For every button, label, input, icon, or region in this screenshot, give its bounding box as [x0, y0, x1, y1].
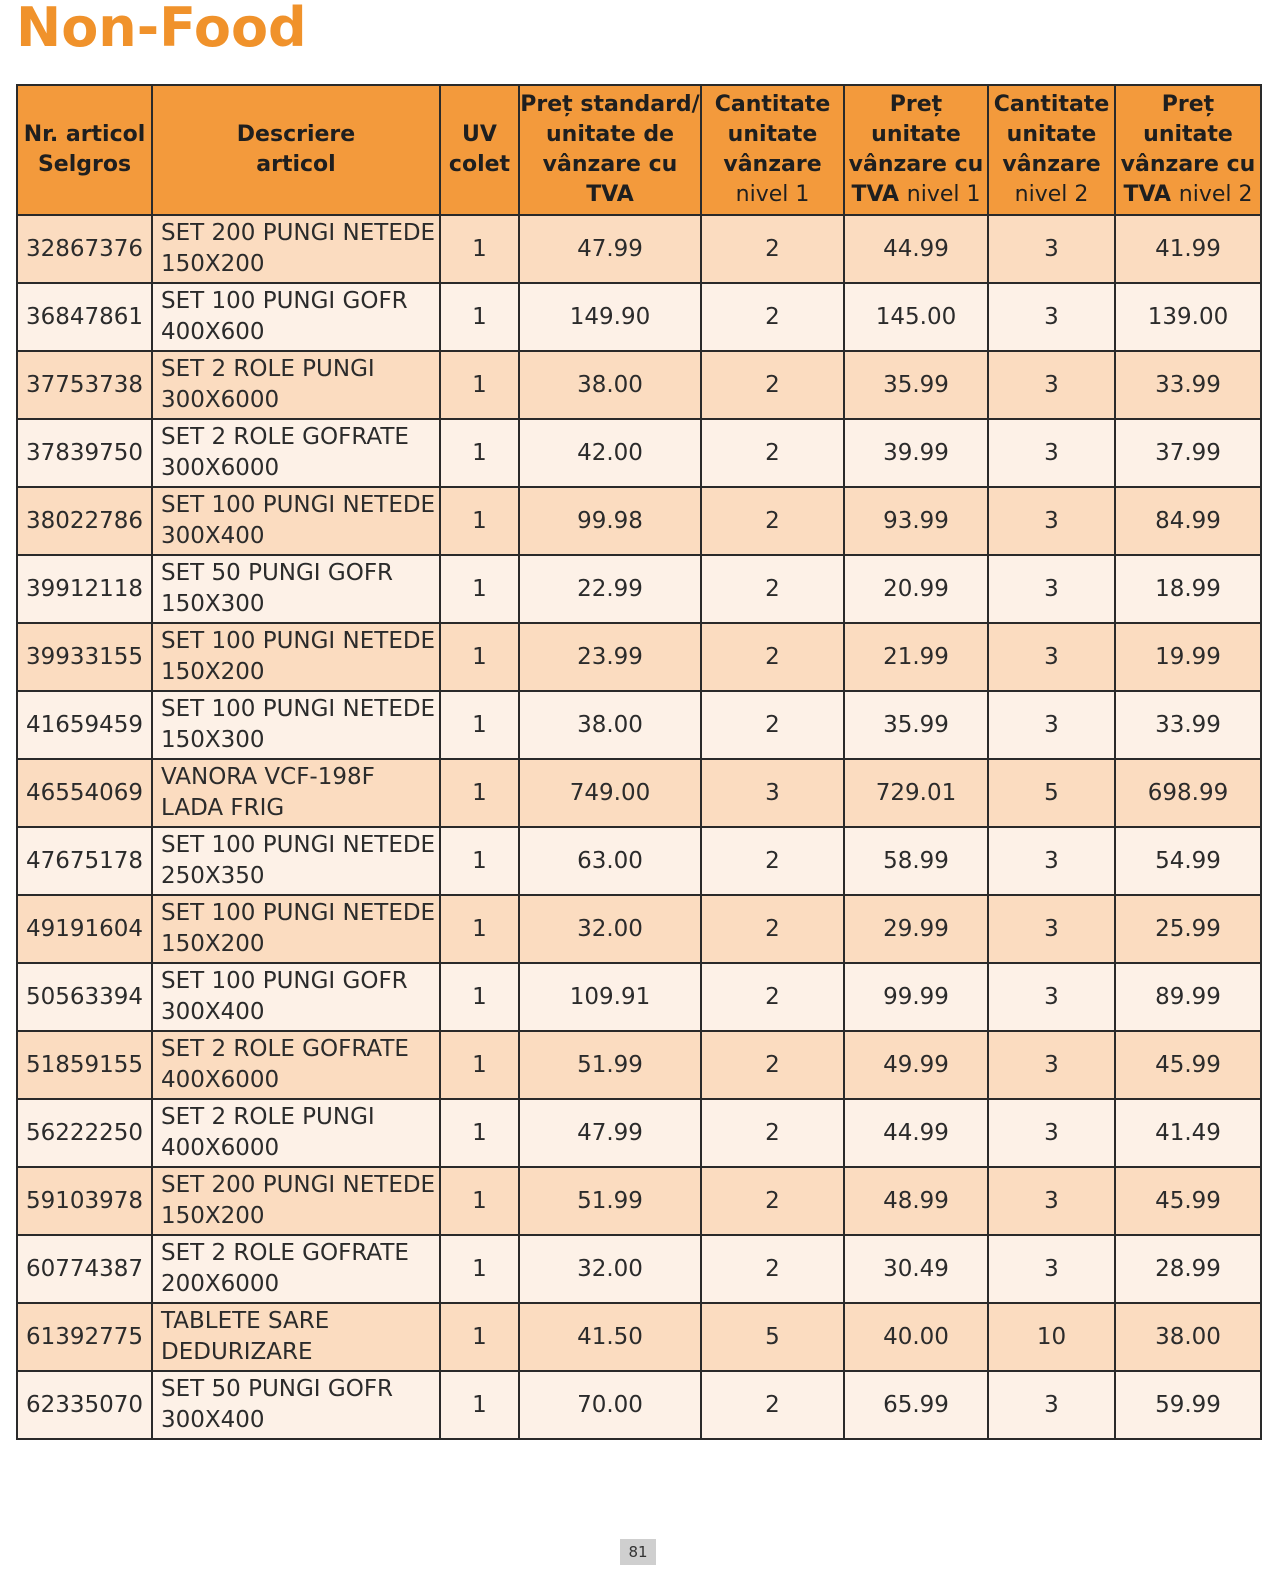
table-row — [17, 1235, 1261, 1303]
standard-price-cell: 32.00 — [519, 1235, 701, 1303]
quantity-level-2-cell: 3 — [988, 895, 1115, 963]
standard-price-cell: 22.99 — [519, 555, 701, 623]
description-line-1: SET 2 ROLE GOFRATE — [161, 424, 409, 450]
description-cell — [152, 963, 440, 1031]
description-cell — [152, 759, 440, 827]
description-line-1: SET 200 PUNGI NETEDE — [161, 220, 436, 246]
price-level-1-cell: 35.99 — [844, 691, 988, 759]
standard-price-cell: 41.50 — [519, 1303, 701, 1371]
description-line-1: SET 100 PUNGI NETEDE — [161, 832, 436, 858]
uv-colet-cell: 1 — [440, 827, 519, 895]
article-number-cell: 37839750 — [17, 419, 152, 487]
uv-colet-cell: 1 — [440, 215, 519, 283]
article-number-cell: 50563394 — [17, 963, 152, 1031]
price-level-2-cell: 698.99 — [1115, 759, 1261, 827]
uv-colet-cell: 1 — [440, 759, 519, 827]
price-level-2-cell: 37.99 — [1115, 419, 1261, 487]
price-level-2-cell: 45.99 — [1115, 1031, 1261, 1099]
description-line-1: SET 100 PUNGI GOFR — [161, 288, 408, 314]
description-line-2: 300X6000 — [161, 387, 280, 413]
article-number-cell: 49191604 — [17, 895, 152, 963]
article-number-cell: 32867376 — [17, 215, 152, 283]
header-nr-articol: Nr. articol Selgros — [17, 85, 152, 215]
description-cell — [152, 895, 440, 963]
table-body — [17, 215, 1261, 1439]
uv-colet-cell: 1 — [440, 1371, 519, 1439]
quantity-level-2-cell: 3 — [988, 1235, 1115, 1303]
description-line-1: SET 2 ROLE PUNGI — [161, 1104, 375, 1130]
table-row — [17, 419, 1261, 487]
quantity-level-1-cell: 2 — [701, 895, 844, 963]
standard-price-cell: 38.00 — [519, 691, 701, 759]
description-line-2: DEDURIZARE — [161, 1339, 313, 1365]
price-level-2-cell: 33.99 — [1115, 691, 1261, 759]
table-row — [17, 963, 1261, 1031]
price-level-2-cell: 84.99 — [1115, 487, 1261, 555]
description-line-1: SET 50 PUNGI GOFR — [161, 560, 394, 586]
description-line-2: 300X6000 — [161, 455, 280, 481]
description-line-2: 200X6000 — [161, 1271, 280, 1297]
price-level-1-cell: 145.00 — [844, 283, 988, 351]
table-row — [17, 555, 1261, 623]
price-level-2-cell: 25.99 — [1115, 895, 1261, 963]
uv-colet-cell: 1 — [440, 963, 519, 1031]
table-row — [17, 1099, 1261, 1167]
price-level-1-cell: 65.99 — [844, 1371, 988, 1439]
quantity-level-1-cell: 2 — [701, 1371, 844, 1439]
description-cell — [152, 623, 440, 691]
header-pret-nivel-1: Preț unitate vânzare cu TVA nivel 1 — [844, 85, 988, 215]
price-level-1-cell: 40.00 — [844, 1303, 988, 1371]
article-number-cell: 56222250 — [17, 1099, 152, 1167]
price-level-2-cell: 41.99 — [1115, 215, 1261, 283]
description-cell — [152, 691, 440, 759]
quantity-level-1-cell: 2 — [701, 419, 844, 487]
description-cell — [152, 555, 440, 623]
standard-price-cell: 749.00 — [519, 759, 701, 827]
price-level-1-cell: 49.99 — [844, 1031, 988, 1099]
quantity-level-2-cell: 3 — [988, 215, 1115, 283]
price-level-2-cell: 19.99 — [1115, 623, 1261, 691]
price-level-1-cell: 35.99 — [844, 351, 988, 419]
price-level-2-cell: 18.99 — [1115, 555, 1261, 623]
article-number-cell: 59103978 — [17, 1167, 152, 1235]
table-row — [17, 623, 1261, 691]
description-cell — [152, 1099, 440, 1167]
description-line-2: 400X6000 — [161, 1135, 280, 1161]
article-number-cell: 39933155 — [17, 623, 152, 691]
quantity-level-2-cell: 3 — [988, 1371, 1115, 1439]
description-line-1: SET 100 PUNGI NETEDE — [161, 628, 436, 654]
table-row — [17, 487, 1261, 555]
quantity-level-1-cell: 5 — [701, 1303, 844, 1371]
quantity-level-1-cell: 2 — [701, 215, 844, 283]
description-line-1: SET 2 ROLE PUNGI — [161, 356, 375, 382]
uv-colet-cell: 1 — [440, 487, 519, 555]
uv-colet-cell: 1 — [440, 555, 519, 623]
article-number-cell: 37753738 — [17, 351, 152, 419]
price-level-1-cell: 93.99 — [844, 487, 988, 555]
uv-colet-cell: 1 — [440, 1303, 519, 1371]
quantity-level-2-cell: 3 — [988, 623, 1115, 691]
standard-price-cell: 51.99 — [519, 1031, 701, 1099]
article-number-cell: 47675178 — [17, 827, 152, 895]
quantity-level-2-cell: 3 — [988, 283, 1115, 351]
uv-colet-cell: 1 — [440, 1031, 519, 1099]
description-line-1: VANORA VCF-198F — [161, 764, 375, 790]
quantity-level-1-cell: 2 — [701, 1031, 844, 1099]
price-level-1-cell: 21.99 — [844, 623, 988, 691]
article-number-cell: 46554069 — [17, 759, 152, 827]
standard-price-cell: 51.99 — [519, 1167, 701, 1235]
description-cell — [152, 1031, 440, 1099]
header-cantitate-nivel-2: Cantitate unitate vânzare nivel 2 — [988, 85, 1115, 215]
quantity-level-2-cell: 3 — [988, 691, 1115, 759]
uv-colet-cell: 1 — [440, 691, 519, 759]
quantity-level-1-cell: 2 — [701, 487, 844, 555]
article-number-cell: 62335070 — [17, 1371, 152, 1439]
description-cell — [152, 419, 440, 487]
description-line-2: 300X400 — [161, 1407, 265, 1433]
article-number-cell: 61392775 — [17, 1303, 152, 1371]
price-level-1-cell: 99.99 — [844, 963, 988, 1031]
quantity-level-1-cell: 2 — [701, 283, 844, 351]
description-cell — [152, 1235, 440, 1303]
table-row — [17, 1031, 1261, 1099]
standard-price-cell: 47.99 — [519, 1099, 701, 1167]
price-level-1-cell: 48.99 — [844, 1167, 988, 1235]
table-row — [17, 691, 1261, 759]
quantity-level-1-cell: 2 — [701, 351, 844, 419]
table-row — [17, 827, 1261, 895]
article-number-cell: 51859155 — [17, 1031, 152, 1099]
standard-price-cell: 149.90 — [519, 283, 701, 351]
description-line-2: 150X200 — [161, 931, 265, 957]
quantity-level-1-cell: 2 — [701, 691, 844, 759]
price-level-1-cell: 20.99 — [844, 555, 988, 623]
price-table — [16, 84, 1262, 1440]
description-cell — [152, 1303, 440, 1371]
price-level-2-cell: 33.99 — [1115, 351, 1261, 419]
article-number-cell: 41659459 — [17, 691, 152, 759]
uv-colet-cell: 1 — [440, 351, 519, 419]
price-level-2-cell: 45.99 — [1115, 1167, 1261, 1235]
standard-price-cell: 70.00 — [519, 1371, 701, 1439]
quantity-level-1-cell: 2 — [701, 1235, 844, 1303]
price-level-1-cell: 729.01 — [844, 759, 988, 827]
quantity-level-2-cell: 3 — [988, 963, 1115, 1031]
price-level-1-cell: 29.99 — [844, 895, 988, 963]
article-number-cell: 38022786 — [17, 487, 152, 555]
uv-colet-cell: 1 — [440, 283, 519, 351]
table-row — [17, 351, 1261, 419]
description-line-1: TABLETE SARE — [161, 1308, 330, 1334]
quantity-level-2-cell: 3 — [988, 555, 1115, 623]
price-level-2-cell: 41.49 — [1115, 1099, 1261, 1167]
price-level-2-cell: 54.99 — [1115, 827, 1261, 895]
quantity-level-1-cell: 2 — [701, 963, 844, 1031]
description-line-1: SET 200 PUNGI NETEDE — [161, 1172, 436, 1198]
description-line-2: LADA FRIG — [161, 795, 285, 821]
quantity-level-2-cell: 3 — [988, 351, 1115, 419]
description-line-1: SET 100 PUNGI NETEDE — [161, 900, 436, 926]
description-line-2: 150X200 — [161, 659, 265, 685]
table-row — [17, 895, 1261, 963]
header-cantitate-nivel-1: Cantitate unitate vânzare nivel 1 — [701, 85, 844, 215]
description-line-2: 150X300 — [161, 591, 265, 617]
standard-price-cell: 23.99 — [519, 623, 701, 691]
price-level-1-cell: 58.99 — [844, 827, 988, 895]
quantity-level-2-cell: 5 — [988, 759, 1115, 827]
quantity-level-1-cell: 2 — [701, 1099, 844, 1167]
standard-price-cell: 47.99 — [519, 215, 701, 283]
price-level-2-cell: 89.99 — [1115, 963, 1261, 1031]
quantity-level-1-cell: 2 — [701, 827, 844, 895]
price-level-2-cell: 139.00 — [1115, 283, 1261, 351]
quantity-level-1-cell: 2 — [701, 623, 844, 691]
description-line-2: 400X600 — [161, 319, 265, 345]
table-header-row — [17, 85, 1261, 215]
description-cell — [152, 827, 440, 895]
quantity-level-2-cell: 10 — [988, 1303, 1115, 1371]
description-line-2: 150X300 — [161, 727, 265, 753]
standard-price-cell: 32.00 — [519, 895, 701, 963]
uv-colet-cell: 1 — [440, 419, 519, 487]
article-number-cell: 60774387 — [17, 1235, 152, 1303]
description-line-1: SET 100 PUNGI NETEDE — [161, 696, 436, 722]
description-line-1: SET 100 PUNGI NETEDE — [161, 492, 436, 518]
table-row — [17, 1371, 1261, 1439]
table-row — [17, 215, 1261, 283]
uv-colet-cell: 1 — [440, 623, 519, 691]
page-title: Non-Food — [16, 0, 307, 59]
header-pret-nivel-2: Preț unitate vânzare cu TVA nivel 2 — [1115, 85, 1261, 215]
standard-price-cell: 99.98 — [519, 487, 701, 555]
table-row — [17, 283, 1261, 351]
price-level-2-cell: 59.99 — [1115, 1371, 1261, 1439]
price-level-1-cell: 30.49 — [844, 1235, 988, 1303]
price-level-1-cell: 39.99 — [844, 419, 988, 487]
table-row — [17, 759, 1261, 827]
page-number: 81 — [620, 1539, 656, 1565]
header-uv-colet: UV colet — [440, 85, 519, 215]
description-line-1: SET 2 ROLE GOFRATE — [161, 1036, 409, 1062]
description-line-2: 300X400 — [161, 999, 265, 1025]
quantity-level-2-cell: 3 — [988, 827, 1115, 895]
header-descriere: Descriere articol — [152, 85, 440, 215]
description-cell — [152, 487, 440, 555]
standard-price-cell: 42.00 — [519, 419, 701, 487]
price-level-1-cell: 44.99 — [844, 1099, 988, 1167]
table-row — [17, 1167, 1261, 1235]
price-level-2-cell: 28.99 — [1115, 1235, 1261, 1303]
table-row — [17, 1303, 1261, 1371]
description-line-1: SET 2 ROLE GOFRATE — [161, 1240, 409, 1266]
uv-colet-cell: 1 — [440, 1235, 519, 1303]
description-cell — [152, 283, 440, 351]
description-cell — [152, 215, 440, 283]
header-pret-standard: Preț standard/ unitate de vânzare cu TVA — [519, 85, 701, 215]
description-line-2: 400X6000 — [161, 1067, 280, 1093]
standard-price-cell: 63.00 — [519, 827, 701, 895]
description-line-1: SET 50 PUNGI GOFR — [161, 1376, 394, 1402]
description-line-2: 150X200 — [161, 251, 265, 277]
article-number-cell: 39912118 — [17, 555, 152, 623]
quantity-level-2-cell: 3 — [988, 1099, 1115, 1167]
quantity-level-2-cell: 3 — [988, 1031, 1115, 1099]
quantity-level-1-cell: 2 — [701, 555, 844, 623]
quantity-level-2-cell: 3 — [988, 419, 1115, 487]
description-line-1: SET 100 PUNGI GOFR — [161, 968, 408, 994]
uv-colet-cell: 1 — [440, 1167, 519, 1235]
quantity-level-2-cell: 3 — [988, 487, 1115, 555]
standard-price-cell: 109.91 — [519, 963, 701, 1031]
quantity-level-2-cell: 3 — [988, 1167, 1115, 1235]
description-cell — [152, 1371, 440, 1439]
article-number-cell: 36847861 — [17, 283, 152, 351]
standard-price-cell: 38.00 — [519, 351, 701, 419]
price-level-2-cell: 38.00 — [1115, 1303, 1261, 1371]
quantity-level-1-cell: 3 — [701, 759, 844, 827]
description-line-2: 300X400 — [161, 523, 265, 549]
description-cell — [152, 1167, 440, 1235]
quantity-level-1-cell: 2 — [701, 1167, 844, 1235]
uv-colet-cell: 1 — [440, 1099, 519, 1167]
description-line-2: 150X200 — [161, 1203, 265, 1229]
description-cell — [152, 351, 440, 419]
price-level-1-cell: 44.99 — [844, 215, 988, 283]
uv-colet-cell: 1 — [440, 895, 519, 963]
description-line-2: 250X350 — [161, 863, 265, 889]
